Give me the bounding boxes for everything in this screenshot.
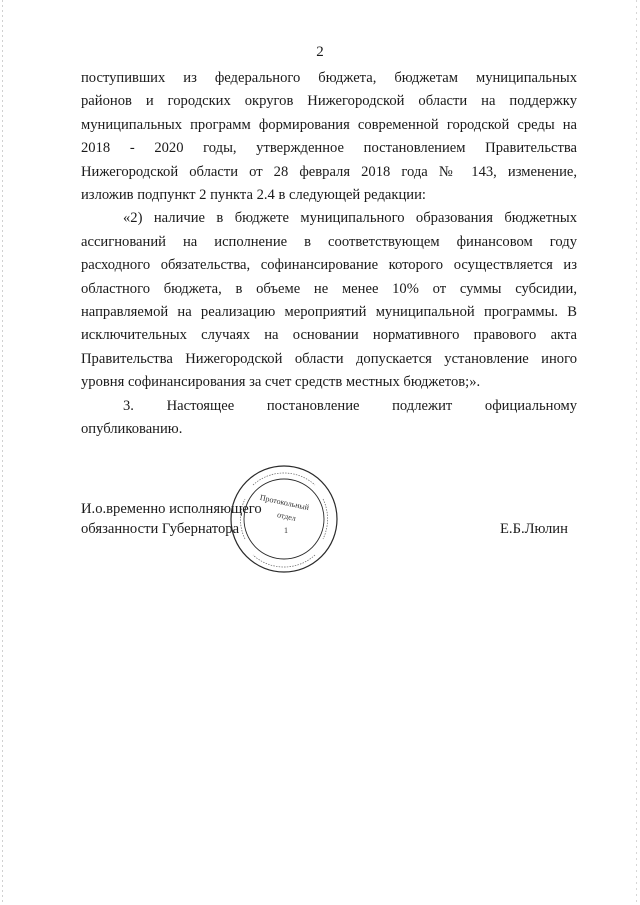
body-line: ассигнований на исполнение в соответствующем финансовом году [81,233,577,250]
body-line: уровня софинансирования за счет средств местных бюджетов;». [81,374,481,391]
scan-edge-left [2,0,3,905]
body-line: расходного обязательства, софинансирование которого осуществляется из [81,257,577,274]
scan-edge-right [636,0,637,905]
body-line: муниципальных программ формирования современной городской среды на [81,116,577,133]
signatory-title-line-1: И.о.временно исполняющего [81,501,262,517]
body-line: «2) наличие в бюджете муниципального образования бюджетных [123,210,577,227]
seal-inner-line-1: Протокольный [259,492,310,513]
body-line: направляемой на реализацию мероприятий муниципальной программы. В [81,304,577,321]
seal-inner-line-3: 1 [284,526,288,535]
body-line: изложив подпункт 2 пункта 2.4 в следующей редакции: [81,187,426,204]
official-seal [228,463,340,575]
body-line: 2018 - 2020 годы, утвержденное постановлением Правительства [81,140,577,157]
page-number: 2 [316,44,324,60]
document-body [81,67,577,442]
body-line: Правительства Нижегородской области допускается установление иного [81,350,577,367]
body-line: исключительных случаях на основании нормативного правового акта [81,327,577,344]
body-line: Нижегородской области от 28 февраля 2018 года № 143, изменение, [81,163,577,180]
body-line: опубликованию. [81,421,183,438]
body-line: 3. Настоящее постановление подлежит официальному [123,397,577,414]
seal-inner-line-2: отдел [276,510,297,523]
body-line: областного бюджета, в объеме не менее 10% от суммы субсидии, [81,280,577,297]
signatory-name: Е.Б.Люлин [500,521,568,537]
body-line: районов и городских округов Нижегородской области на поддержку [81,93,577,110]
signatory-title-line-2: обязанности Губернатора [81,521,240,537]
body-line: поступивших из федерального бюджета, бюджетам муниципальных [81,70,577,86]
